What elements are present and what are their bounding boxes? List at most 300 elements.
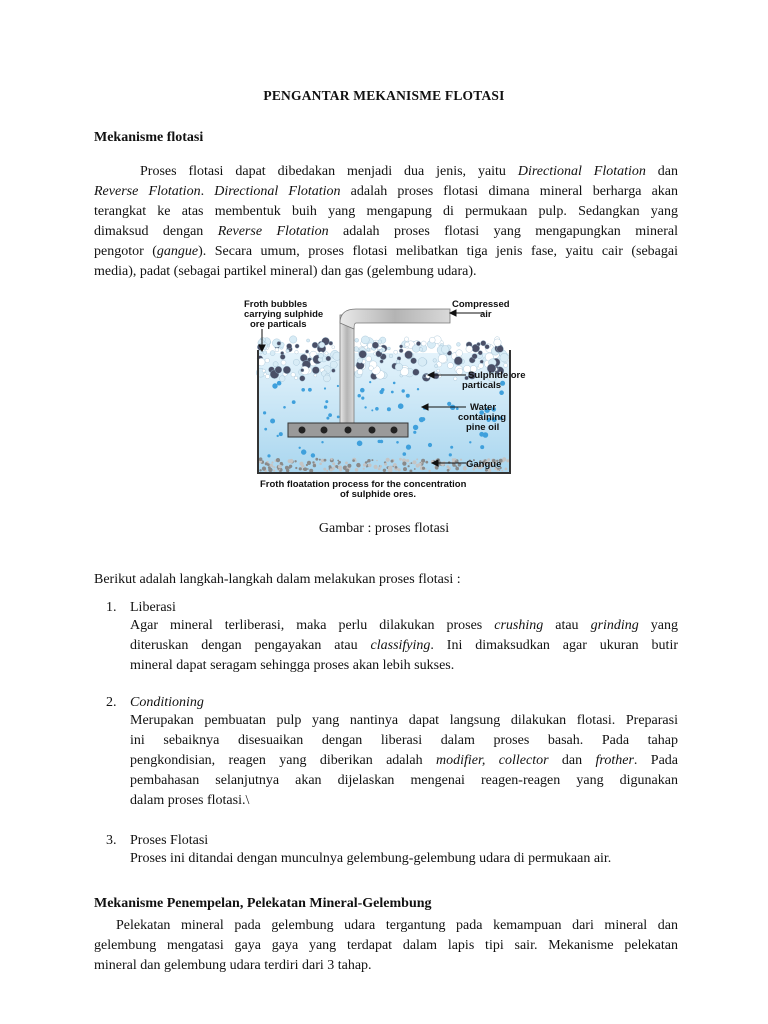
text-run: . bbox=[200, 184, 215, 199]
gangue-particle bbox=[352, 459, 355, 462]
air-bubble bbox=[421, 417, 425, 421]
gangue-particle bbox=[380, 465, 383, 468]
froth-bubble bbox=[314, 374, 317, 377]
gangue-particle bbox=[408, 465, 410, 467]
froth-bubble bbox=[394, 350, 398, 354]
gangue-particle bbox=[421, 459, 425, 463]
air-bubble bbox=[308, 388, 312, 392]
froth-bubble bbox=[361, 336, 369, 344]
froth-bubble bbox=[294, 376, 297, 379]
froth-bubble bbox=[419, 348, 423, 352]
froth-bubble bbox=[481, 341, 486, 346]
gangue-particle bbox=[460, 464, 462, 466]
froth-bubble bbox=[478, 363, 483, 368]
step-line: ini sebaiknya disesuaikan dengan liberasi dalam proses basah. Pada tahap bbox=[130, 733, 678, 748]
gangue-particle bbox=[441, 462, 445, 466]
label-water-3: pine oil bbox=[466, 422, 500, 433]
air-bubble bbox=[267, 454, 270, 457]
gangue-particle bbox=[313, 464, 316, 467]
gangue-particle bbox=[303, 468, 305, 470]
step-heading: Proses Flotasi bbox=[130, 833, 209, 848]
froth-bubble bbox=[380, 360, 384, 364]
gangue-particle bbox=[409, 463, 411, 465]
italic-term: Reverse Flotation bbox=[94, 184, 201, 199]
text-run: ). Secara umum, proses flotasi melibatkan tiga jenis fase, yaitu cair (sebagai bbox=[198, 244, 678, 259]
air-bubble bbox=[357, 441, 363, 447]
gangue-particle bbox=[270, 464, 273, 467]
air-bubble bbox=[358, 394, 361, 397]
paragraph-line: media), padat (sebagai partikel mineral) dan gas (gelembung udara). bbox=[94, 264, 477, 279]
air-bubble bbox=[483, 432, 489, 438]
gangue-particle bbox=[428, 470, 430, 472]
froth-bubble bbox=[411, 358, 417, 364]
gangue-particle bbox=[386, 458, 390, 462]
step-number: 2. bbox=[106, 695, 117, 710]
air-bubble bbox=[321, 441, 323, 443]
step-heading: Liberasi bbox=[130, 600, 176, 615]
gangue-particle bbox=[378, 467, 381, 470]
text-run: dan bbox=[645, 164, 679, 179]
label-air-2: air bbox=[480, 309, 492, 320]
froth-bubble bbox=[270, 351, 275, 356]
gangue-particle bbox=[330, 458, 332, 460]
step-line: Proses ini ditandai dengan munculnya gelembung-gelembung udara di permukaan air. bbox=[130, 851, 612, 866]
froth-bubble bbox=[395, 363, 403, 371]
air-bubble bbox=[279, 432, 283, 436]
gangue-particle bbox=[262, 467, 266, 471]
air-bubble bbox=[378, 440, 381, 443]
italic-term: classifying bbox=[370, 638, 431, 653]
gangue-particle bbox=[363, 468, 365, 470]
gangue-particle bbox=[460, 459, 462, 461]
air-bubble bbox=[324, 405, 327, 408]
air-bubble bbox=[450, 446, 453, 449]
gangue-particle bbox=[278, 465, 282, 469]
froth-bubble bbox=[286, 349, 289, 352]
froth-bubble bbox=[421, 341, 426, 346]
froth-bubble bbox=[265, 358, 270, 363]
froth-bubble bbox=[354, 347, 359, 352]
gangue-particle bbox=[422, 467, 425, 470]
froth-bubble bbox=[295, 350, 299, 354]
paragraph-line: Pelekatan mineral pada gelembung udara tergantung pada kemampuan dari mineral dan bbox=[116, 918, 678, 933]
page-title: PENGANTAR MEKANISME FLOTASI bbox=[263, 88, 505, 103]
gangue-particle bbox=[355, 468, 359, 472]
gangue-particle bbox=[307, 468, 309, 470]
air-bubble bbox=[480, 445, 484, 449]
step-body bbox=[130, 711, 678, 811]
froth-bubble bbox=[447, 363, 453, 369]
paragraph-line: mineral dan gelembung udara terdiri dari 3 tahap. bbox=[94, 958, 372, 973]
air-bubble bbox=[292, 400, 296, 404]
gangue-particle bbox=[388, 468, 392, 472]
froth-bubble bbox=[359, 350, 367, 358]
froth-bubble bbox=[454, 357, 462, 365]
gangue-particle bbox=[376, 460, 378, 462]
froth-bubble bbox=[262, 369, 265, 372]
label-froth-3: ore particals bbox=[250, 319, 307, 330]
text-run: dimaksud dengan bbox=[94, 224, 218, 239]
text-run: pengkondisian, reagen yang diberikan adalah bbox=[130, 753, 436, 768]
froth-bubble bbox=[413, 369, 420, 376]
text-run: adalah proses flotasi dimana mineral berharga akan bbox=[340, 184, 679, 199]
gangue-particle bbox=[338, 463, 340, 465]
gangue-particle bbox=[418, 463, 421, 466]
step-line: pembahasan selanjutnya akan dijelaskan mengenai reagen-reagen yang digunakan bbox=[130, 773, 678, 788]
air-bubble bbox=[369, 381, 371, 383]
gangue-particle bbox=[505, 468, 508, 471]
froth-bubble bbox=[281, 360, 286, 365]
air-bubble bbox=[449, 453, 452, 456]
air-bubble bbox=[337, 416, 340, 419]
gangue-particle bbox=[286, 469, 289, 472]
froth-bubble bbox=[332, 369, 336, 373]
gangue-particle bbox=[289, 459, 293, 463]
froth-bubble bbox=[485, 345, 490, 350]
froth-bubble bbox=[295, 344, 299, 348]
froth-bubble bbox=[472, 354, 477, 359]
gangue-particle bbox=[455, 467, 459, 471]
step-heading: Conditioning bbox=[130, 695, 204, 710]
air-bubble bbox=[324, 387, 326, 389]
gangue-particle bbox=[319, 459, 321, 461]
froth-bubble bbox=[283, 366, 291, 374]
gangue-particle bbox=[299, 467, 302, 470]
froth-bubble bbox=[326, 356, 331, 361]
gangue-particle bbox=[395, 466, 398, 469]
gangue-particle bbox=[414, 468, 416, 470]
froth-bubble bbox=[358, 358, 363, 363]
gangue-particle bbox=[371, 459, 373, 461]
gangue-particle bbox=[319, 462, 322, 465]
text-run: pengotor ( bbox=[94, 244, 157, 259]
froth-bubble bbox=[387, 347, 390, 350]
froth-bubble bbox=[280, 354, 285, 359]
air-bubble bbox=[360, 388, 365, 393]
air-bubble bbox=[364, 406, 366, 408]
froth-bubble bbox=[380, 349, 383, 352]
air-bubble bbox=[277, 435, 279, 437]
froth-bubble bbox=[291, 373, 295, 377]
italic-term: frother bbox=[595, 753, 634, 768]
air-bubble bbox=[456, 407, 459, 410]
gangue-particle bbox=[339, 469, 342, 472]
step-line: dalam proses flotasi.\ bbox=[130, 793, 250, 808]
gangue-particle bbox=[345, 469, 349, 473]
gangue-particle bbox=[337, 460, 339, 462]
froth-bubble bbox=[433, 359, 437, 363]
froth-bubble bbox=[277, 341, 281, 345]
gangue-particle bbox=[368, 463, 372, 467]
text-run: Agar mineral terliberasi, maka perlu dilakukan proses bbox=[130, 618, 495, 633]
froth-bubble bbox=[438, 354, 447, 363]
text-run: dan bbox=[548, 753, 596, 768]
air-bubble bbox=[413, 425, 418, 430]
froth-bubble bbox=[307, 339, 310, 342]
froth-bubble bbox=[263, 351, 267, 355]
label-water-1: Water bbox=[470, 402, 497, 413]
gangue-particle bbox=[307, 461, 311, 465]
flotation-diagram bbox=[240, 295, 530, 505]
froth-bubble bbox=[500, 353, 509, 362]
paragraph-flotation-types bbox=[94, 162, 678, 282]
gangue-particle bbox=[447, 469, 450, 472]
air-bubble bbox=[325, 400, 328, 403]
gangue-particle bbox=[259, 469, 261, 471]
air-bubble bbox=[299, 447, 301, 449]
gangue-particle bbox=[404, 459, 406, 461]
italic-term: gangue bbox=[156, 244, 199, 259]
label-froth-2: carrying sulphide bbox=[244, 309, 324, 320]
air-bubble bbox=[277, 381, 282, 386]
italic-term: Reverse Flotation bbox=[217, 224, 329, 239]
gangue-particle bbox=[324, 459, 327, 462]
air-bubble bbox=[379, 390, 383, 394]
froth-bubble bbox=[435, 364, 438, 367]
air-bubble bbox=[402, 389, 405, 392]
gangue-particle bbox=[347, 464, 351, 468]
froth-bubble bbox=[366, 356, 372, 362]
froth-bubble bbox=[477, 342, 481, 346]
step-body bbox=[130, 849, 678, 869]
froth-bubble bbox=[325, 352, 328, 355]
gangue-particle bbox=[273, 466, 275, 468]
italic-term: modifier, collector bbox=[436, 753, 549, 768]
text-run: . Ini dimaksudkan agar ukuran butir bbox=[430, 638, 678, 653]
air-bubble bbox=[406, 445, 411, 450]
air-bubble bbox=[328, 413, 332, 417]
froth-bubble bbox=[372, 342, 379, 349]
figure-caption-line-1: Froth floatation process for the concentration bbox=[260, 479, 467, 490]
gangue-particle bbox=[345, 462, 348, 465]
flotation-diagram-svg bbox=[240, 295, 530, 505]
section-heading-pelekatan: Mekanisme Penempelan, Pelekatan Mineral-Gelembung bbox=[94, 896, 432, 911]
paragraph-line: gelembung mengatasi gaya gaya yang terdapat dalam lapis tipi sair. Mekanisme pelekatan bbox=[94, 938, 678, 953]
step-line bbox=[130, 616, 678, 636]
text-run: . Pada bbox=[633, 753, 679, 768]
air-bubble bbox=[375, 407, 379, 411]
froth-bubble bbox=[367, 348, 370, 351]
gangue-particle bbox=[413, 460, 417, 464]
froth-bubble bbox=[287, 344, 292, 349]
label-froth-1: Froth bubbles bbox=[244, 299, 308, 310]
paragraph-pelekatan bbox=[94, 916, 678, 976]
froth-bubble bbox=[330, 361, 337, 368]
gangue-particle bbox=[403, 467, 407, 471]
figure-caption-line-2: of sulphide ores. bbox=[340, 489, 417, 500]
step-line bbox=[130, 636, 678, 656]
froth-bubble bbox=[504, 363, 508, 367]
gangue-particle bbox=[315, 458, 318, 461]
gangue-particle bbox=[271, 461, 273, 463]
froth-bubble bbox=[301, 369, 304, 372]
air-bubble bbox=[264, 428, 267, 431]
air-bubble bbox=[311, 453, 315, 457]
paragraph-line bbox=[94, 222, 678, 242]
froth-bubble bbox=[478, 351, 482, 355]
gangue-particle bbox=[323, 468, 326, 471]
text-run: Proses flotasi dapat dibedakan menjadi dua jenis, yaitu bbox=[140, 164, 518, 179]
air-bubble bbox=[417, 388, 419, 390]
gangue-particle bbox=[330, 468, 333, 471]
froth-bubble bbox=[312, 342, 318, 348]
gangue-particle bbox=[265, 462, 268, 465]
froth-bubble bbox=[265, 374, 269, 378]
gangue-particle bbox=[326, 470, 328, 472]
froth-bubble bbox=[273, 362, 278, 367]
text-run: yang bbox=[638, 618, 679, 633]
italic-term: crushing bbox=[494, 618, 544, 633]
froth-bubble bbox=[378, 340, 382, 344]
gangue-particle bbox=[280, 462, 283, 465]
gangue-particle bbox=[402, 462, 406, 466]
gangue-particle bbox=[294, 460, 296, 462]
froth-bubble bbox=[290, 336, 297, 343]
label-gangue: Gangue bbox=[466, 459, 502, 470]
froth-bubble bbox=[466, 346, 473, 353]
froth-bubble bbox=[312, 367, 319, 374]
text-run: atau bbox=[543, 618, 591, 633]
air-bubble bbox=[403, 452, 407, 456]
froth-bubble bbox=[399, 349, 403, 353]
froth-bubble bbox=[319, 342, 325, 348]
froth-bubble bbox=[405, 351, 413, 359]
air-bubble bbox=[361, 397, 364, 400]
step-number: 3. bbox=[106, 833, 117, 848]
gangue-particle bbox=[273, 470, 275, 472]
froth-bubble bbox=[404, 337, 408, 341]
froth-bubble bbox=[457, 368, 463, 374]
air-bubble bbox=[272, 383, 277, 388]
paragraph-line bbox=[94, 182, 678, 202]
gangue-particle bbox=[363, 463, 366, 466]
air-bubble bbox=[393, 382, 396, 385]
froth-bubble bbox=[416, 341, 420, 345]
froth-bubble bbox=[279, 376, 285, 382]
paragraph-line bbox=[94, 242, 678, 262]
gangue-particle bbox=[295, 467, 297, 469]
step-number: 1. bbox=[106, 600, 117, 615]
air-bubble bbox=[413, 431, 416, 434]
air-bubble bbox=[387, 407, 391, 411]
froth-bubble bbox=[369, 366, 374, 371]
paragraph-line: terangkat ke atas membentuk buih yang mengapung di permukaan pulp. Sedangkan yang bbox=[94, 204, 678, 219]
air-bubble bbox=[469, 441, 471, 443]
italic-term: Directional Flotation bbox=[214, 184, 341, 199]
step-line: Merupakan pembuatan pulp yang nantinya dapat langsung dilakukan flotasi. Preparasi bbox=[130, 713, 678, 728]
froth-bubble bbox=[275, 348, 279, 352]
air-bubble bbox=[499, 390, 504, 395]
gangue-particle bbox=[391, 460, 394, 463]
froth-bubble bbox=[456, 350, 463, 357]
gangue-particle bbox=[398, 468, 401, 471]
gangue-particle bbox=[384, 463, 387, 466]
froth-bubble bbox=[405, 342, 410, 347]
air-bubble bbox=[391, 391, 394, 394]
air-bubble bbox=[301, 388, 305, 392]
froth-bubble bbox=[329, 341, 333, 345]
froth-bubble bbox=[305, 350, 308, 353]
gangue-particle bbox=[455, 460, 457, 462]
label-ore-2: particals bbox=[462, 380, 502, 391]
froth-bubble bbox=[480, 360, 484, 364]
froth-bubble bbox=[437, 369, 440, 372]
figure-caption: Gambar : proses flotasi bbox=[318, 521, 450, 536]
froth-bubble bbox=[389, 354, 393, 358]
froth-bubble bbox=[332, 346, 335, 349]
step-line bbox=[130, 751, 678, 771]
froth-bubble bbox=[441, 346, 449, 354]
froth-bubble bbox=[497, 346, 504, 353]
froth-bubble bbox=[275, 366, 282, 373]
gangue-particle bbox=[383, 469, 386, 472]
gangue-particle bbox=[366, 466, 368, 468]
gangue-particle bbox=[399, 458, 402, 461]
froth-bubble bbox=[319, 353, 324, 358]
paragraph-line bbox=[94, 162, 678, 182]
air-bubble bbox=[406, 394, 410, 398]
gangue-particle bbox=[332, 462, 335, 465]
gangue-particle bbox=[367, 459, 370, 462]
gangue-particle bbox=[259, 457, 263, 461]
air-bubble bbox=[270, 419, 275, 424]
air-bubble bbox=[326, 417, 329, 420]
air-bubble bbox=[447, 402, 451, 406]
step-body bbox=[130, 616, 678, 676]
froth-bubble bbox=[300, 376, 306, 382]
air-bubble bbox=[371, 409, 373, 411]
air-pipe-horizontal bbox=[340, 309, 450, 329]
gangue-particle bbox=[355, 460, 357, 462]
froth-bubble bbox=[399, 345, 402, 348]
steps-intro: Berikut adalah langkah-langkah dalam melakukan proses flotasi : bbox=[94, 572, 461, 587]
froth-bubble bbox=[418, 358, 427, 367]
gangue-particle bbox=[335, 465, 338, 468]
froth-bubble bbox=[355, 338, 359, 342]
gangue-particle bbox=[301, 465, 304, 468]
gangue-particle bbox=[374, 465, 378, 469]
air-bubble bbox=[337, 385, 339, 387]
gangue-particle bbox=[276, 458, 280, 462]
text-run: diteruskan dengan pengayakan atau bbox=[130, 638, 371, 653]
step-line: mineral dapat seragam sehingga proses akan lebih sukses. bbox=[130, 658, 455, 673]
gangue-particle bbox=[425, 461, 428, 464]
gangue-particle bbox=[411, 462, 413, 464]
label-ore-1: Sulphide ore bbox=[468, 370, 526, 381]
label-air-1: Compressed bbox=[452, 299, 510, 310]
section-heading-mekanisme-flotasi: Mekanisme flotasi bbox=[94, 130, 204, 145]
froth-bubble bbox=[457, 343, 461, 347]
gangue-particle bbox=[268, 468, 272, 472]
air-pipe-vertical bbox=[340, 315, 354, 427]
froth-bubble bbox=[293, 359, 299, 365]
gangue-particle bbox=[356, 463, 360, 467]
air-bubble bbox=[263, 411, 266, 414]
text-run: adalah proses flotasi yang mengapungkan mineral bbox=[328, 224, 678, 239]
italic-term: Directional Flotation bbox=[517, 164, 646, 179]
label-water-2: containing bbox=[458, 412, 507, 423]
froth-bubble bbox=[357, 369, 363, 375]
italic-term: grinding bbox=[590, 618, 639, 633]
air-bubble bbox=[301, 449, 306, 454]
air-bubble bbox=[396, 441, 399, 444]
gangue-particle bbox=[406, 459, 409, 462]
froth-bubble bbox=[429, 337, 435, 343]
froth-bubble bbox=[323, 375, 330, 382]
air-bubble bbox=[283, 406, 286, 409]
gangue-particle bbox=[312, 461, 314, 463]
gangue-particle bbox=[501, 470, 503, 472]
